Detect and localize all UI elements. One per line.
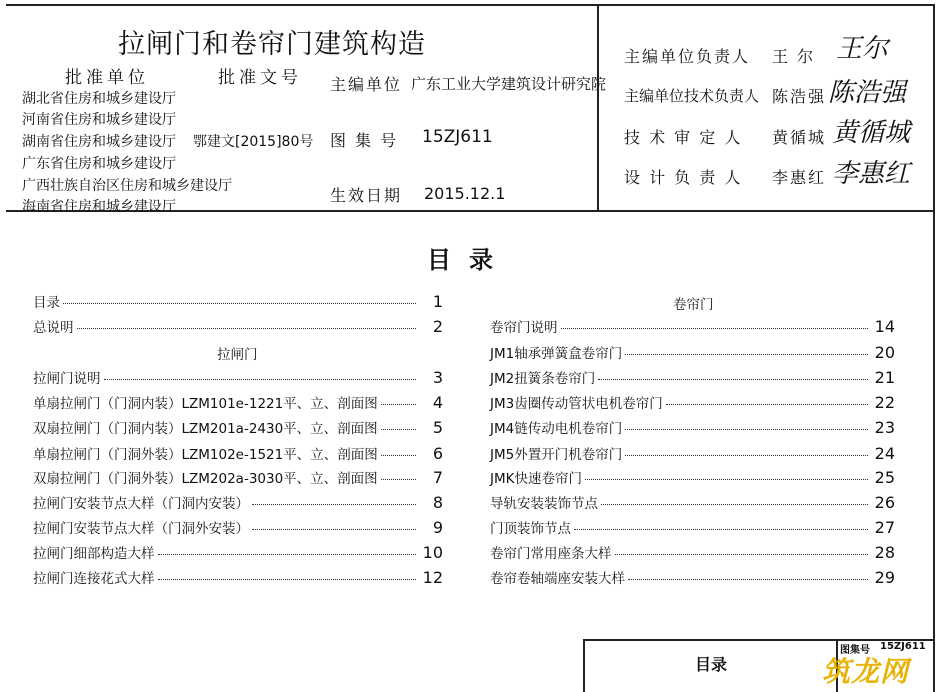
toc-entry-page: 28 xyxy=(874,543,895,562)
toc-entry-text: JMK快速卷帘门 xyxy=(490,471,582,487)
approve-unit: 海南省住房和城乡建设厅 xyxy=(22,199,176,215)
approve-unit: 湖北省住房和城乡建设厅 xyxy=(22,91,176,107)
signature-image: 黄循城 xyxy=(832,118,911,148)
toc-entry-page: 9 xyxy=(432,518,443,537)
toc-entry[interactable] xyxy=(490,392,895,412)
effective-label: 生效日期 xyxy=(330,186,403,205)
toc-entry[interactable] xyxy=(33,517,443,537)
toc-entry-text: 总说明 xyxy=(33,320,74,336)
toc-entry[interactable] xyxy=(33,367,443,387)
role-label: 主编单位负责人 xyxy=(624,47,751,66)
toc-entry[interactable] xyxy=(490,316,895,336)
toc-entry[interactable] xyxy=(490,342,895,362)
leader-dots xyxy=(666,404,868,405)
approve-unit: 广西壮族自治区住房和城乡建设厅 xyxy=(22,178,232,194)
toc-entry[interactable] xyxy=(33,467,443,487)
footer-atlas-value: 15ZJ611 xyxy=(880,641,926,652)
approve-unit: 河南省住房和城乡建设厅 xyxy=(22,112,176,128)
toc-entry-text: 双扇拉闸门（门洞内装）LZM201a-2430平、立、剖面图 xyxy=(33,421,378,437)
leader-dots xyxy=(381,455,416,456)
toc-entry-page: 3 xyxy=(432,368,443,387)
atlas-label: 图 集 号 xyxy=(330,131,399,150)
toc-entry-page: 25 xyxy=(874,468,895,487)
approve-doc-no: 鄂建文[2015]80号 xyxy=(193,134,314,150)
toc-entry-text: 卷帘卷轴端座安装大样 xyxy=(490,571,625,587)
toc-entry[interactable] xyxy=(490,492,895,512)
toc-section-title: 拉闸门 xyxy=(217,347,258,363)
role-label: 主编单位技术负责人 xyxy=(624,87,760,105)
leader-dots xyxy=(598,379,868,380)
toc-entry-page: 22 xyxy=(874,393,895,412)
toc-entry-text: 单扇拉闸门（门洞内装）LZM101e-1221平、立、剖面图 xyxy=(33,396,378,412)
leader-dots xyxy=(601,504,868,505)
editor-value: 广东工业大学建筑设计研究院 xyxy=(411,75,607,93)
editor-label: 主编单位 xyxy=(330,75,403,94)
toc-entry-page: 20 xyxy=(874,343,895,362)
toc-entry[interactable] xyxy=(33,443,443,463)
toc-entry-page: 27 xyxy=(874,518,895,537)
toc-entry-page: 8 xyxy=(432,493,443,512)
person-name: 王 尔 xyxy=(772,47,816,66)
leader-dots xyxy=(252,504,416,505)
footer-title: 目录 xyxy=(695,655,728,674)
toc-entry-text: JM4链传动电机卷帘门 xyxy=(490,421,623,437)
watermark-logo: 筑龙网 xyxy=(822,655,910,688)
toc-entry[interactable] xyxy=(490,367,895,387)
toc-entry-text: JM1轴承弹簧盒卷帘门 xyxy=(490,346,623,362)
toc-entry-page: 4 xyxy=(432,393,443,412)
approve-unit: 广东省住房和城乡建设厅 xyxy=(22,156,176,172)
toc-entry[interactable] xyxy=(33,316,443,336)
toc-entry-text: 导轨安装装饰节点 xyxy=(490,496,598,512)
page-right-border xyxy=(933,4,935,692)
person-name: 黄循城 xyxy=(772,128,827,147)
toc-entry-text: 拉闸门说明 xyxy=(33,371,101,387)
leader-dots xyxy=(252,529,416,530)
toc-entry[interactable] xyxy=(490,567,895,587)
leader-dots xyxy=(561,328,869,329)
leader-dots xyxy=(625,455,868,456)
toc-entry-page: 14 xyxy=(874,317,895,336)
toc-entry[interactable] xyxy=(490,467,895,487)
leader-dots xyxy=(625,429,868,430)
toc-section-title: 卷帘门 xyxy=(673,297,714,313)
toc-entry-text: 目录 xyxy=(33,295,60,311)
signature-image: 李惠红 xyxy=(832,159,911,189)
approve-unit: 湖南省住房和城乡建设厅 xyxy=(22,134,176,150)
toc-entry-text: JM3齿圈传动管状电机卷帘门 xyxy=(490,396,663,412)
toc-entry-text: 拉闸门连接花式大样 xyxy=(33,571,155,587)
toc-entry-text: 门顶装饰节点 xyxy=(490,521,571,537)
signature-image: 陈浩强 xyxy=(828,78,907,108)
toc-entry[interactable] xyxy=(33,291,443,311)
leader-dots xyxy=(63,303,416,304)
leader-dots xyxy=(77,328,417,329)
toc-entry[interactable] xyxy=(33,492,443,512)
person-name: 李惠红 xyxy=(772,168,827,187)
toc-entry-page: 12 xyxy=(422,568,443,587)
toc-entry-text: 双扇拉闸门（门洞外装）LZM202a-3030平、立、剖面图 xyxy=(33,471,378,487)
toc-entry[interactable] xyxy=(490,542,895,562)
leader-dots xyxy=(158,554,417,555)
toc-entry-page: 23 xyxy=(874,418,895,437)
toc-entry-text: 拉闸门安装节点大样（门洞外安装） xyxy=(33,521,249,537)
leader-dots xyxy=(628,579,868,580)
toc-entry-page: 5 xyxy=(432,418,443,437)
leader-dots xyxy=(381,479,416,480)
toc-entry-text: 拉闸门安装节点大样（门洞内安装） xyxy=(33,496,249,512)
toc-heading: 目录 xyxy=(427,246,511,274)
person-name: 陈浩强 xyxy=(772,87,827,106)
role-label: 设 计 负 责 人 xyxy=(624,168,743,187)
leader-dots xyxy=(585,479,868,480)
toc-entry-text: 卷帘门说明 xyxy=(490,320,558,336)
toc-entry-page: 21 xyxy=(874,368,895,387)
toc-entry[interactable] xyxy=(33,392,443,412)
document-title: 拉闸门和卷帘门建筑构造 xyxy=(118,29,426,60)
toc-entry-page: 1 xyxy=(432,292,443,311)
toc-entry[interactable] xyxy=(490,517,895,537)
signature-image: 王尔 xyxy=(836,34,889,64)
toc-entry-text: 拉闸门细部构造大样 xyxy=(33,546,155,562)
toc-entry-page: 24 xyxy=(874,444,895,463)
leader-dots xyxy=(574,529,868,530)
leader-dots xyxy=(615,554,869,555)
toc-entry-page: 29 xyxy=(874,568,895,587)
leader-dots xyxy=(104,379,417,380)
toc-entry[interactable] xyxy=(490,417,895,437)
approve-doc-label: 批准文号 xyxy=(218,68,302,88)
toc-entry-text: 单扇拉闸门（门洞外装）LZM102e-1521平、立、剖面图 xyxy=(33,447,378,463)
atlas-value: 15ZJ611 xyxy=(422,127,493,147)
toc-entry-text: JM5外置开门机卷帘门 xyxy=(490,447,623,463)
toc-entry[interactable] xyxy=(33,542,443,562)
toc-entry-text: JM2扭簧条卷帘门 xyxy=(490,371,596,387)
toc-entry-page: 6 xyxy=(432,444,443,463)
toc-entry-page: 7 xyxy=(432,468,443,487)
toc-entry-page: 2 xyxy=(432,317,443,336)
approve-unit-label: 批准单位 xyxy=(65,68,149,88)
leader-dots xyxy=(381,429,416,430)
toc-entry-text: 卷帘门常用座条大样 xyxy=(490,546,612,562)
header-divider xyxy=(597,4,599,212)
role-label: 技 术 审 定 人 xyxy=(624,128,743,147)
toc-entry[interactable] xyxy=(33,567,443,587)
toc-entry[interactable] xyxy=(33,417,443,437)
leader-dots xyxy=(625,354,868,355)
toc-entry-page: 10 xyxy=(422,543,443,562)
leader-dots xyxy=(381,404,416,405)
leader-dots xyxy=(158,579,417,580)
footer-atlas-label: 图集号 xyxy=(840,645,870,656)
toc-entry[interactable] xyxy=(490,443,895,463)
effective-value: 2015.12.1 xyxy=(424,184,506,203)
toc-entry-page: 26 xyxy=(874,493,895,512)
